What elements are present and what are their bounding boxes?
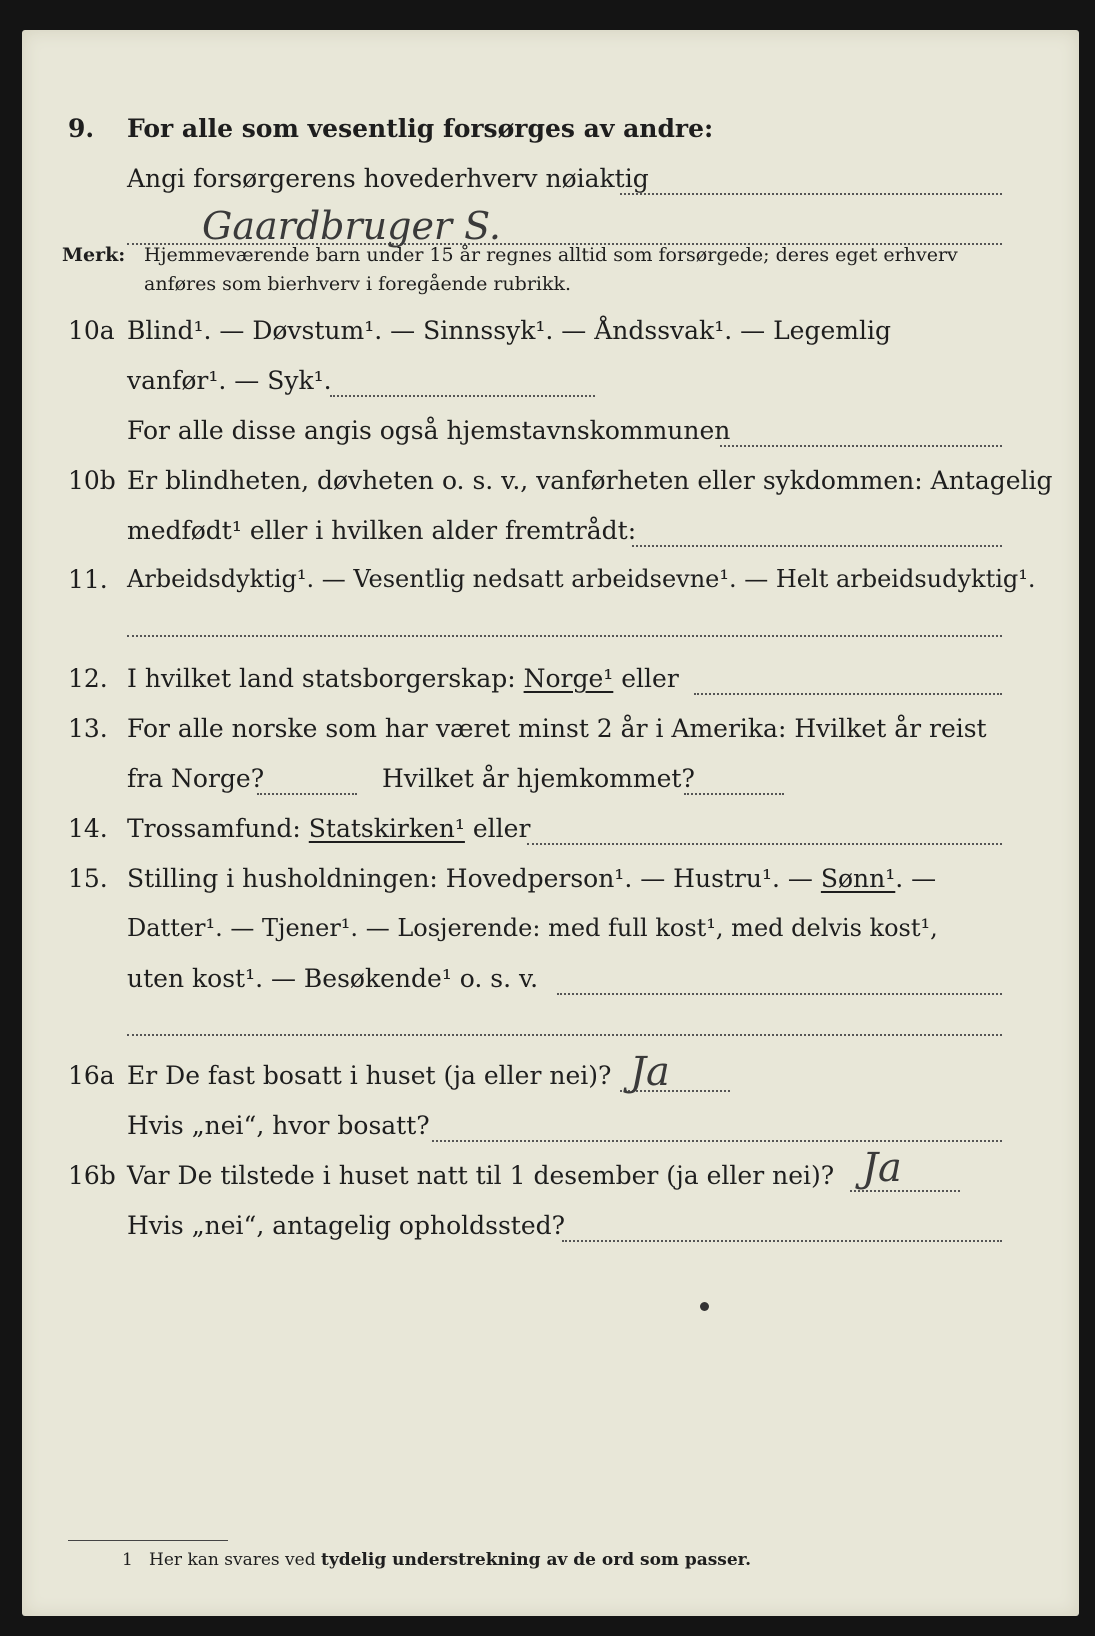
q11-answer-line (127, 635, 1002, 637)
q13-line2a: fra Norge? (127, 764, 265, 793)
q12-post: eller (621, 664, 679, 693)
q16b-line1: Var De tilstede i huset natt til 1 desember (ja eller nei)? (127, 1161, 835, 1190)
q10a-row2 (22, 366, 1079, 406)
q16a-line2: Hvis „nei“, hvor bosatt? (127, 1111, 430, 1140)
q10b-line2: medfødt¹ eller i hvilken alder fremtrådt: (127, 516, 637, 545)
merk-line2: anføres som bierhverv i foregående rubrikk. (144, 273, 572, 295)
q16b-handwritten-answer: Ja (862, 1145, 902, 1191)
q13-hjem-line (684, 793, 784, 795)
q13-row2 (22, 764, 1079, 804)
q10b-row2 (22, 516, 1079, 556)
q9-line2 (22, 164, 1079, 204)
q15-line2: Datter¹. — Tjener¹. — Losjerende: med full kost¹, med delvis kost¹, (127, 914, 938, 942)
q12-text (127, 664, 679, 693)
footnote-bold: tydelig understrekning av de ord som passer. (320, 1550, 751, 1570)
q12-row (22, 664, 1079, 704)
q11-answer-row (22, 606, 1079, 646)
q11-row (22, 565, 1079, 605)
q12-answer-line (694, 693, 1002, 695)
q16a-line1: Er De fast bosatt i huset (ja eller nei)? (127, 1061, 612, 1090)
q16a-number: 16a (68, 1061, 115, 1090)
q10a-row (22, 316, 1079, 356)
q16b-row (22, 1145, 1079, 1201)
q10a-row3 (22, 416, 1079, 456)
q14-post: eller (472, 814, 531, 843)
q10b-number: 10b (68, 466, 116, 495)
q9-text: For alle som vesentlig forsørges av andre: (127, 114, 714, 143)
q12-number: 12. (68, 664, 108, 693)
q13-line2b: Hvilket år hjemkommet? (382, 764, 695, 793)
footnote-mark: 1 (122, 1550, 133, 1570)
q15-row2 (22, 914, 1079, 954)
q15-number: 15. (68, 864, 108, 893)
q16b-row2 (22, 1211, 1079, 1251)
merk-label: Merk: (62, 244, 126, 266)
footnote-rule (68, 1540, 228, 1541)
q10a-kommune-line (720, 445, 1002, 447)
q14-pre: Trossamfund: (127, 814, 301, 843)
q16a-row (22, 1049, 1079, 1101)
q16a-bosatt-line (432, 1140, 1002, 1142)
q13-row (22, 714, 1079, 754)
q15-sonn: Sønn¹ (820, 864, 896, 893)
footnote-plain: Her kan svares ved (149, 1550, 316, 1570)
q15-line1a: Stilling i husholdningen: Hovedperson¹. — Hustru¹. — (127, 864, 813, 893)
q16b-number: 16b (68, 1161, 116, 1190)
q10b-answer-line (632, 545, 1002, 547)
q10b-line1: Er blindheten, døvheten o. s. v., vanførheten eller sykdommen: Antagelig (127, 466, 1053, 495)
q9-handwritten-answer: Gaardbruger S. (202, 204, 501, 248)
q10a-line1: Blind¹. — Døvstum¹. — Sinnssyk¹. — Åndssvak¹. — Legemlig (127, 316, 891, 345)
q15-row (22, 864, 1079, 904)
q14-number: 14. (68, 814, 108, 843)
merk-row2 (22, 273, 1079, 313)
q15-line3: uten kost¹. — Besøkende¹ o. s. v. (127, 964, 539, 993)
q15-answer-row (22, 1005, 1079, 1045)
q10a-line2: vanfør¹. — Syk¹. (127, 366, 332, 395)
q13-reist-line (257, 793, 357, 795)
footnote (122, 1550, 751, 1570)
q9-answer-line (620, 193, 1002, 195)
q9-number: 9. (68, 114, 95, 143)
q16a-row2 (22, 1111, 1079, 1151)
q10a-number: 10a (68, 316, 115, 345)
q9-prompt: Angi forsørgerens hovederhverv nøiaktig (127, 164, 649, 193)
q14-statskirken: Statskirken¹ (308, 814, 465, 843)
q16b-sted-line (562, 1240, 1002, 1242)
q13-number: 13. (68, 714, 108, 743)
census-form-page (22, 30, 1079, 1616)
q14-row (22, 814, 1079, 854)
q15-row3 (22, 964, 1079, 1004)
q11-number: 11. (68, 565, 108, 594)
q10a-syk-line (330, 395, 595, 397)
q16b-line2: Hvis „nei“, antagelig opholdssted? (127, 1211, 566, 1240)
q12-norge: Norge¹ (523, 664, 614, 693)
q15-answer-line (557, 993, 1002, 995)
q15-answer-line2 (127, 1034, 1002, 1036)
merk-line1: Hjemmeværende barn under 15 år regnes alltid som forsørgede; deres eget erhverv (144, 244, 958, 266)
q13-line1: For alle norske som har været minst 2 år i Amerika: Hvilket år reist (127, 714, 987, 743)
q12-pre: I hvilket land statsborgerskap: (127, 664, 516, 693)
q14-text (127, 814, 530, 843)
q14-answer-line (527, 843, 1002, 845)
ink-spot (700, 1302, 709, 1311)
q15-line1b: . — (895, 864, 937, 893)
q11-line1: Arbeidsdyktig¹. — Vesentlig nedsatt arbeidsevne¹. — Helt arbeidsudyktig¹. (127, 565, 1036, 593)
q10a-line3: For alle disse angis også hjemstavnskommunen (127, 416, 731, 445)
q16a-handwritten-answer: Ja (630, 1049, 670, 1095)
q10b-row (22, 466, 1079, 506)
q15-text (127, 864, 936, 893)
q9-row (22, 114, 1079, 154)
